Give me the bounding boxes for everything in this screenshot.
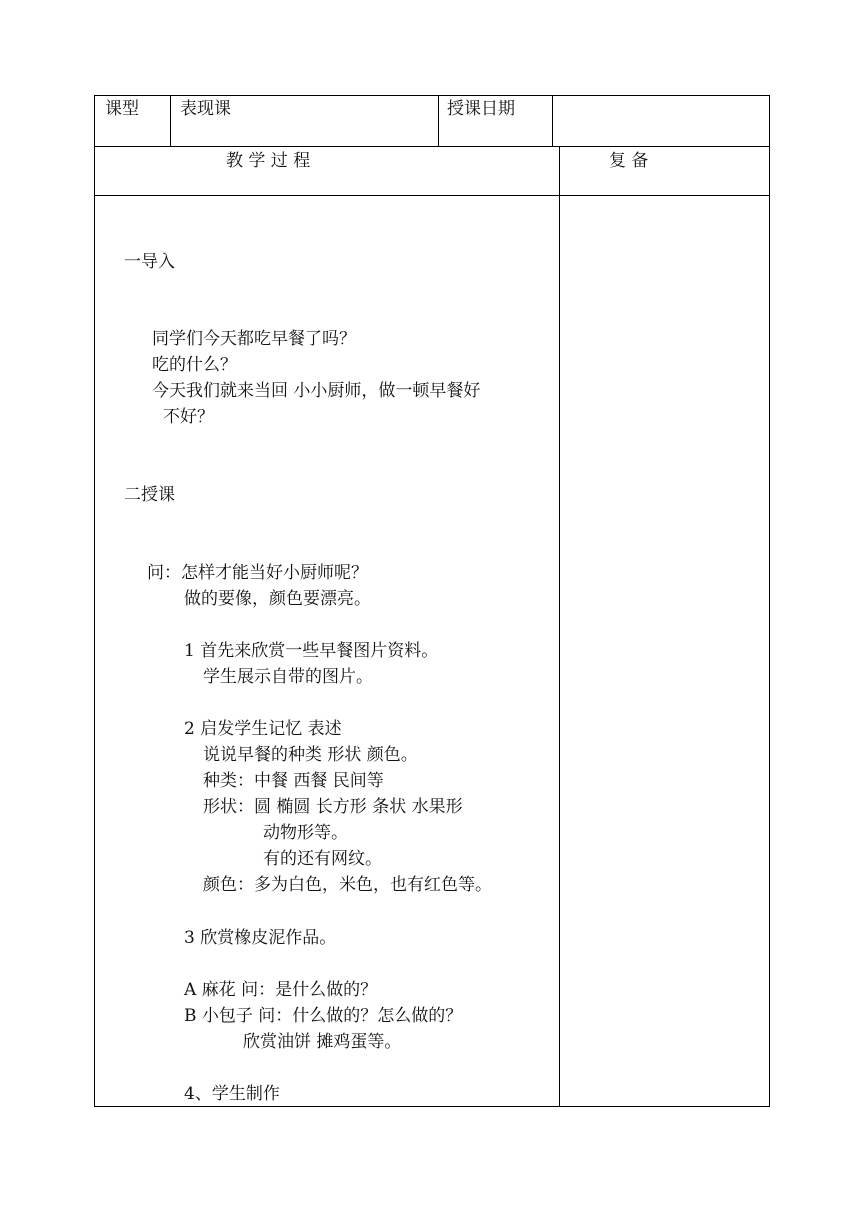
intro-line: 今天我们就来当回 小小厨师，做一顿早餐好	[152, 381, 481, 401]
date-label: 授课日期	[447, 99, 515, 119]
step-2-line: 动物形等。	[263, 823, 348, 843]
lesson-type-label: 课型	[105, 99, 139, 119]
step-2-line: 有的还有网纹。	[263, 849, 382, 869]
review-heading: 复 备	[609, 151, 649, 171]
teaching-question: 问：怎样才能当好小厨师呢？	[147, 563, 368, 583]
table-divider-col3	[552, 95, 553, 147]
step-2-line: 颜色：多为白色，米色，也有红色等。	[203, 875, 492, 895]
intro-line: 吃的什么？	[152, 355, 237, 375]
table-border-left	[94, 95, 95, 1107]
table-divider-col2	[438, 95, 439, 147]
teaching-answer: 做的要像，颜色要漂亮。	[184, 589, 371, 609]
step-4-title: 4、学生制作	[184, 1084, 280, 1104]
table-border-right	[769, 95, 770, 1107]
intro-line: 不好？	[163, 407, 214, 427]
step-3-title: 3 欣赏橡皮泥作品。	[184, 928, 337, 948]
table-divider-header	[94, 146, 770, 147]
step-3-line: B 小包子 问：什么做的？怎么做的？	[184, 1006, 463, 1026]
step-2-line: 种类：中餐 西餐 民间等	[203, 771, 384, 791]
process-heading: 教 学 过 程	[226, 151, 311, 171]
step-1-title: 1 首先来欣赏一些早餐图片资料。	[184, 641, 439, 661]
intro-line: 同学们今天都吃早餐了吗？	[152, 329, 356, 349]
table-divider-heading	[94, 195, 770, 196]
table-border-top	[94, 95, 770, 96]
step-3-line: 欣赏油饼 摊鸡蛋等。	[243, 1032, 402, 1052]
step-2-title: 2 启发学生记忆 表述	[184, 719, 342, 739]
step-1-line: 学生展示自带的图片。	[203, 667, 373, 687]
table-border-bottom	[94, 1106, 770, 1107]
section-teaching-title: 二授课	[124, 485, 175, 505]
step-3-line: A 麻花 问：是什么做的？	[184, 980, 378, 1000]
step-2-line: 说说早餐的种类 形状 颜色。	[203, 745, 418, 765]
table-divider-main	[559, 146, 560, 1107]
lesson-type-value: 表现课	[180, 99, 231, 119]
table-divider-col1	[170, 95, 171, 147]
section-intro-title: 一导入	[124, 252, 175, 272]
step-2-line: 形状：圆 椭圆 长方形 条状 水果形	[203, 797, 463, 817]
